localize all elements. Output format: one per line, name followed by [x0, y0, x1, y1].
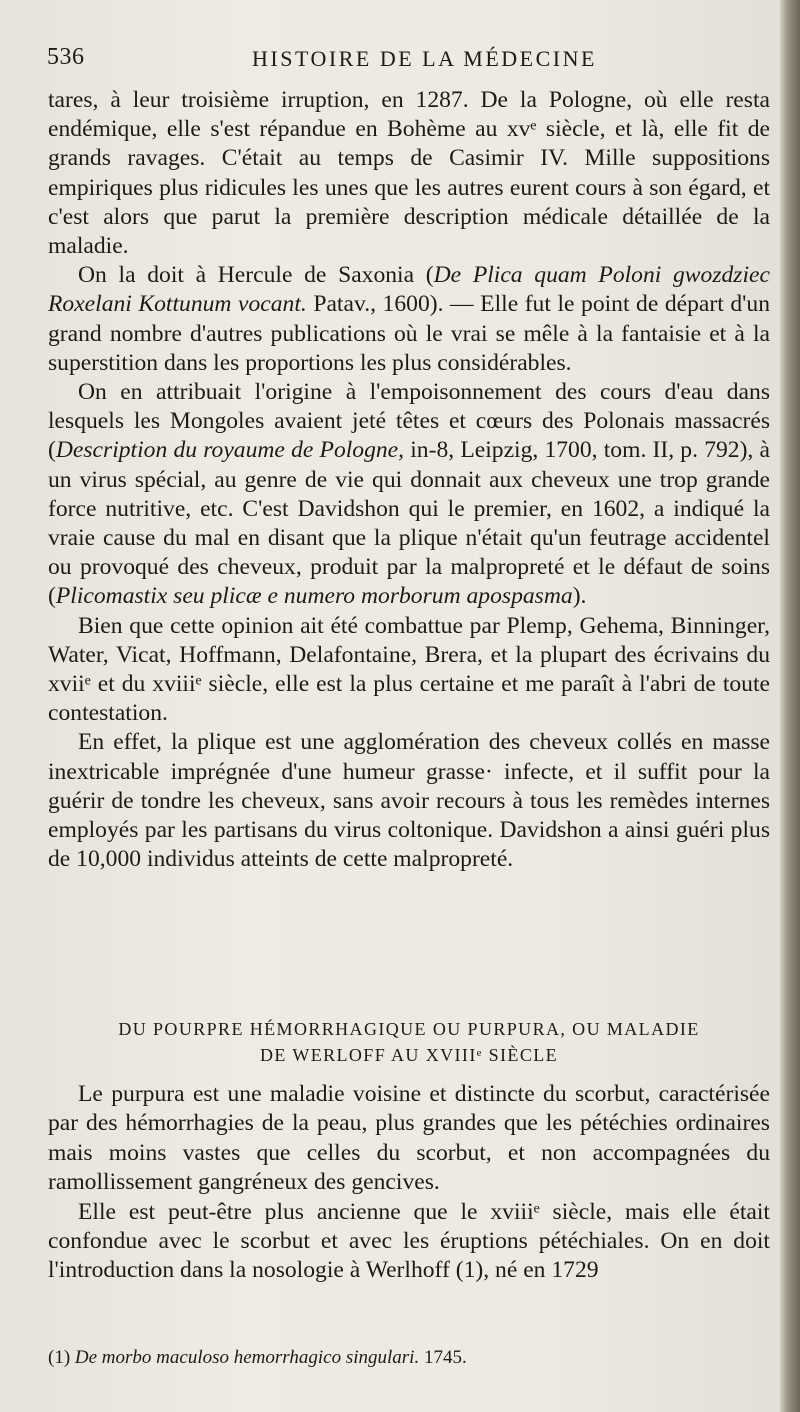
- paragraph-7: Elle est peut-être plus ancienne que le xviiiᵉ siècle, mais elle était confondue avec le scorbut et avec les éruptions pétéchiales. On en doit l'introduction dans la nosologie à Werlhoff (1), né en 1729: [48, 1198, 770, 1284]
- paragraph-1: tares, à leur troisième irruption, en 1287. De la Pologne, où elle resta endémique, elle s'est répandue en Bohème au xvᵉ siècle, et là, elle fit de grands ravages. C'était au temps de Casimir IV. Mille suppositions empiriques plus ridicules les unes que les autres eurent cours à son égard, et c'est alors que parut la première description médicale détaillée de la maladie.: [48, 87, 770, 260]
- section-heading-line-2: DE WERLOFF AU XVIIIᵉ SIÈCLE: [259, 1045, 559, 1065]
- page-edge-shadow: [780, 0, 800, 1412]
- section-heading-line-1: DU POURPRE HÉMORRHAGIQUE OU PURPURA, OU MALADIE: [118, 1019, 700, 1039]
- cited-title: Plicomastix seu plicæ e numero morborum apospasma: [55, 583, 573, 610]
- body-text-section: [48, 1080, 770, 1286]
- paragraph-2: On la doit à Hercule de Saxonia (De Plica quam Poloni gwozdziec Roxelani Kottunum vocant. Patav., 1600). — Elle fut le point de départ d'un grand nombre d'autres publications où le vrai se mêle à la fantaisie et à la superstition dans les proportions les plus considérables.: [48, 262, 770, 376]
- paragraph-6: Le purpura est une maladie voisine et distincte du scorbut, caractérisée par des hémorrhagies de la peau, plus grandes que les pétéchies ordinaires mais moins vastes que celles du scorbut, et non accompagnées du ramollissement gangréneux des gencives.: [48, 1081, 770, 1196]
- page-header: [47, 44, 775, 78]
- paragraph-4: Bien que cette opinion ait été combattue par Plemp, Gehema, Binninger, Water, Vicat, Hoffmann, Delafontaine, Brera, et la plupart des écrivains du xviiᵉ et du xviiiᵉ siècle, elle est la plus certaine et me paraît à l'abri de toute contestation.: [48, 612, 770, 727]
- footnote-year: 1745.: [423, 1347, 467, 1368]
- footnote-title: De morbo maculoso hemorrhagico singulari.: [74, 1347, 420, 1368]
- footnote: [48, 1346, 770, 1370]
- body-text: [48, 86, 770, 874]
- running-title: HISTOIRE DE LA MÉDECINE: [252, 46, 597, 71]
- paragraph-5: En effet, la plique est une agglomération des cheveux collés en masse inextricable imprégnée d'une humeur grasse· infecte, et il suffit pour la guérir de tondre les cheveux, sans avoir recours à tous les remèdes internes employés par les partisans du virus coltonique. Davidshon a ainsi guéri plus de 10,000 individus atteints de cette malpropreté.: [48, 729, 770, 873]
- section-heading: [48, 1016, 770, 1068]
- cited-title: De Plica quam Poloni gwozdziec Roxelani Kottunum vocant.: [48, 262, 770, 318]
- cited-title: Description du royaume de Pologne,: [55, 437, 405, 464]
- footnote-marker: (1): [48, 1347, 71, 1368]
- paragraph-3: On en attribuait l'origine à l'empoisonnement des cours d'eau dans lesquels les Mongoles avaient jeté têtes et cœurs des Polonais massacrés (Description du royaume de Pologne, in-8, Leipzig, 1700, tom. II, p. 792), à un virus spécial, au genre de vie qui donnait aux cheveux une trop grande force nutritive, etc. C'est Davidshon qui le premier, en 1602, a indiqué la vraie cause du mal en disant que la plique n'était qu'un feutrage accidentel ou provoqué des cheveux, produit par la malpropreté et le défaut de soins (Plicomastix seu plicæ e numero morborum apospasma).: [48, 379, 770, 610]
- page-number: 536: [47, 44, 85, 70]
